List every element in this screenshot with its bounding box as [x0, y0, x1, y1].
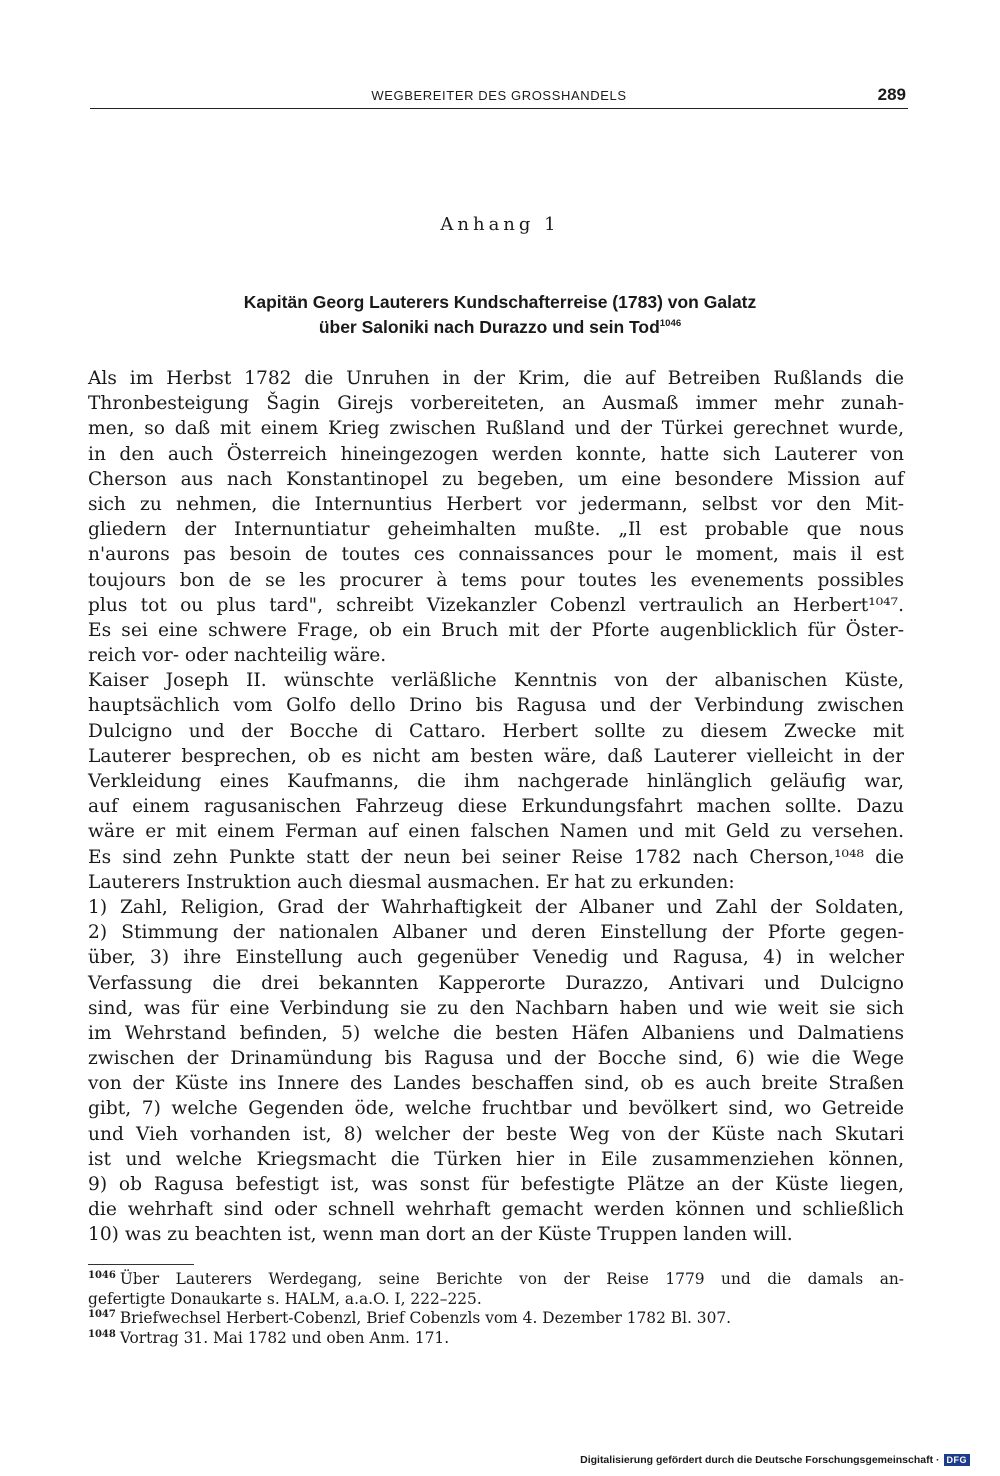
- footnote-text: Vortrag 31. Mai 1782 und oben Anm. 171.: [119, 1328, 450, 1347]
- body-line: Es sei eine schwere Frage, ob ein Bruch mit der Pforte augenblicklich für Öster-: [88, 619, 904, 641]
- appendix-heading: Anhang 1: [440, 214, 560, 235]
- body-line: gliedern der Internuntiatur geheimhalten mußte. „Il est probable que nous: [88, 519, 904, 541]
- footnotes: [88, 1270, 904, 1348]
- footnote-mark: 1048: [88, 1328, 116, 1340]
- body-line: über, 3) ihre Einstellung auch gegenüber Venedig und Ragusa, 4) in welcher: [88, 947, 904, 969]
- body-line: sind, was für eine Verbindung sie zu den Nachbarn haben und wie weit sie sich: [88, 997, 904, 1019]
- body-line: gibt, 7) welche Gegenden öde, welche fruchtbar und bevölkert sind, wo Getreide: [88, 1098, 904, 1120]
- footnote-text: Über Lauterers Werdegang, seine Berichte von der Reise 1779 und die damals an-: [119, 1270, 904, 1288]
- footnote-line: [88, 1270, 904, 1290]
- credit-text: Digitalisierung gefördert durch die Deutsche Forschungsgemeinschaft ·: [580, 1454, 940, 1466]
- body-line: plus tot ou plus tard", schreibt Vizekanzler Cobenzl vertraulich an Herbert¹⁰⁴⁷.: [88, 594, 904, 616]
- body-line: toujours bon de se les procurer à tems pour toutes les evenements possibles: [88, 569, 904, 591]
- body-line: hauptsächlich vom Golfo dello Drino bis Ragusa und der Verbindung zwischen: [88, 695, 904, 717]
- body-line: und Vieh vorhanden ist, 8) welcher der beste Weg von der Küste nach Skutari: [88, 1123, 904, 1145]
- body-line: im Wehrstand befinden, 5) welche die besten Häfen Albaniens und Dalmatiens: [88, 1022, 904, 1044]
- title-line-1: Kapitän Georg Lauterers Kundschafterreise (1783) von Galatz: [243, 292, 757, 312]
- footnote-line: [88, 1329, 904, 1349]
- body-line: wäre er mit einem Ferman auf einen falschen Namen und mit Geld zu versehen.: [88, 821, 904, 843]
- body-line: von der Küste ins Innere des Landes beschaffen sind, ob es auch breite Straßen: [88, 1073, 904, 1095]
- body-line: Cherson aus nach Konstantinopel zu begeben, um eine besondere Mission auf: [88, 468, 904, 490]
- body-line: Als im Herbst 1782 die Unruhen in der Krim, die auf Betreiben Rußlands die: [88, 368, 904, 389]
- chapter-title: [0, 290, 1000, 340]
- body-line: reich vor- oder nachteilig wäre.: [88, 645, 387, 667]
- body-line: 1) Zahl, Religion, Grad der Wahrhaftigkeit der Albaner und Zahl der Soldaten,: [88, 896, 904, 918]
- body-line: die wehrhaft sind oder schnell wehrhaft gemacht werden können und schließlich: [88, 1199, 904, 1221]
- page-number: 289: [877, 85, 906, 104]
- footnote-mark: 1047: [88, 1309, 116, 1321]
- running-head: WEGBEREITER DES GROSSHANDELS: [371, 88, 627, 103]
- footnote-mark: 1046: [88, 1269, 116, 1281]
- title-line-2: [0, 315, 1000, 340]
- body-line: zwischen der Drinamündung bis Ragusa und der Bocche sind, 6) wie die Wege: [88, 1048, 904, 1070]
- footnote-rule: [88, 1264, 194, 1265]
- body-line: Dulcigno und der Bocche di Cattaro. Herbert sollte zu diesem Zwecke mit: [88, 720, 904, 742]
- body-line: in den auch Österreich hineingezogen werden konnte, hatte sich Lauterer von: [88, 443, 904, 465]
- body-line: Thronbesteigung Šagin Girejs vorbereiteten, an Ausmaß immer mehr zunah-: [88, 393, 904, 415]
- page-header: [90, 86, 908, 109]
- body-line: Verfassung die drei bekannten Kapperorte Durazzo, Antivari und Dulcigno: [88, 972, 904, 994]
- body-line: n'aurons pas besoin de toutes ces connaissances pour le moment, mais il est: [88, 544, 904, 566]
- dfg-logo: DFG: [944, 1454, 971, 1466]
- footnote-line: [88, 1309, 904, 1329]
- footnote-text: gefertigte Donaukarte s. HALM, a.a.O. I, 222–225.: [88, 1289, 482, 1308]
- body-line: Lauterer besprechen, ob es nicht am besten wäre, daß Lauterer vielleicht in der: [88, 745, 904, 767]
- body-line: ist und welche Kriegsmacht die Türken hier in Eile zusammenziehen können,: [88, 1148, 904, 1170]
- body-line: Kaiser Joseph II. wünschte verläßliche Kenntnis von der albanischen Küste,: [88, 670, 904, 692]
- title-line-2-text: über Saloniki nach Durazzo und sein Tod: [318, 317, 660, 337]
- footnote-line: [88, 1290, 904, 1310]
- body-line: 9) ob Ragusa befestigt ist, was sonst für befestigte Plätze an der Küste liegen,: [88, 1174, 904, 1195]
- title-footnote-ref: 1046: [659, 318, 682, 330]
- footnote-text: Briefwechsel Herbert-Cobenzl, Brief Cobenzls vom 4. Dezember 1782 Bl. 307.: [119, 1309, 732, 1328]
- body-line: 2) Stimmung der nationalen Albaner und deren Einstellung der Pforte gegen-: [88, 922, 904, 944]
- body-line: 10) was zu beachten ist, wenn man dort an der Küste Truppen landen will.: [88, 1224, 793, 1246]
- body-line: Lauterers Instruktion auch diesmal ausmachen. Er hat zu erkunden:: [88, 871, 735, 893]
- body-line: Verkleidung eines Kaufmanns, die ihm nachgerade hinlänglich geläufig war,: [88, 771, 904, 792]
- body-text: [88, 366, 904, 1248]
- body-line: men, so daß mit einem Krieg zwischen Rußland und der Türkei gerechnet wurde,: [88, 418, 904, 440]
- body-line: Es sind zehn Punkte statt der neun bei seiner Reise 1782 nach Cherson,¹⁰⁴⁸ die: [88, 846, 904, 868]
- body-line: sich zu nehmen, die Internuntius Herbert vor jedermann, selbst vor den Mit-: [88, 493, 904, 515]
- body-line: auf einem ragusanischen Fahrzeug diese Erkundungsfahrt machen sollte. Dazu: [88, 796, 904, 818]
- digitization-credit: [580, 1454, 970, 1466]
